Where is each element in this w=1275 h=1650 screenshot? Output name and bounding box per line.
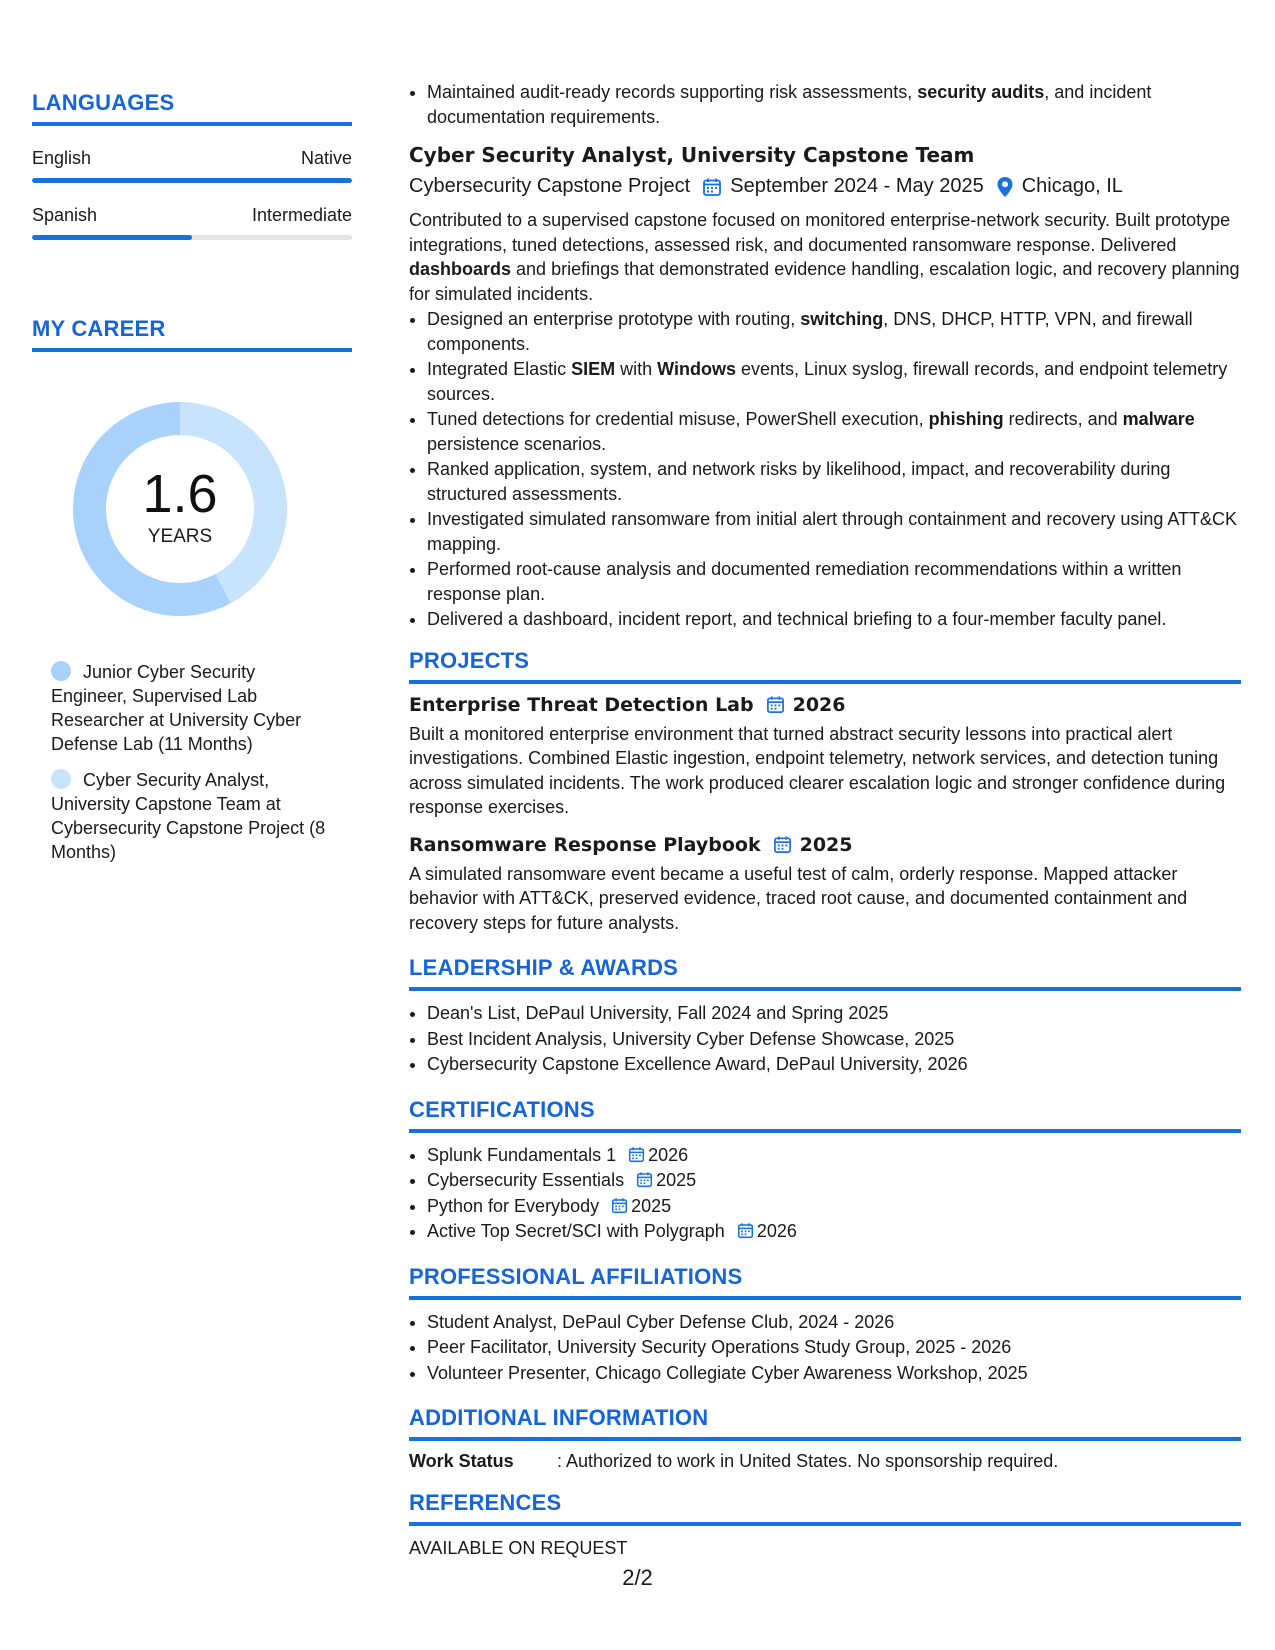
career-total-unit: YEARS — [147, 526, 213, 547]
career-legend-label: Cyber Security Analyst, University Capstone Team at Cybersecurity Capstone Project (8 Months) — [51, 770, 326, 862]
affiliations-list — [409, 1310, 1241, 1386]
career-legend — [32, 660, 331, 864]
text: , and incident documentation requirements. — [427, 82, 1152, 127]
calendar-icon — [702, 177, 722, 197]
list-item — [427, 1219, 1241, 1244]
list-item: • Cybersecurity Capstone Excellence Award, DePaul University, 2026 — [427, 1052, 1241, 1077]
list-item — [427, 357, 1241, 406]
language-proficiency-fill — [32, 235, 192, 240]
languages-heading: LANGUAGES — [32, 90, 352, 126]
text: with — [615, 359, 658, 379]
references-heading: REFERENCES — [409, 1490, 1241, 1526]
awards-section — [409, 955, 1241, 1077]
job-organization: Cybersecurity Capstone Project — [409, 175, 691, 197]
language-level: Intermediate — [251, 205, 352, 225]
awards-heading: LEADERSHIP & AWARDS — [409, 955, 1241, 991]
keyword: phishing — [928, 409, 1004, 429]
list-item: • Peer Facilitator, University Security Operations Study Group, 2025 - 2026 — [427, 1335, 1241, 1360]
text: persistence scenarios. — [427, 433, 607, 454]
list-item — [427, 1168, 1241, 1193]
keyword: malware — [1122, 409, 1195, 429]
project-description: A simulated ransomware event became a useful test of calm, orderly response. Mapped attacker behavior with ATT&CK, preserved evidence, traced root cause, and documented containment and recovery steps for future analysts. — [409, 863, 1188, 933]
certifications-list — [409, 1143, 1241, 1244]
text: Tuned detections for credential misuse, PowerShell execution, — [427, 409, 929, 429]
legend-dot-icon — [51, 769, 71, 789]
text: Contributed to a supervised capstone focused on monitored enterprise-network security. Built prototype integrations, tuned detections, assessed risk, and documented ransomware response. Delivered — [409, 210, 1231, 255]
career-legend-item — [51, 660, 331, 756]
certifications-section — [409, 1097, 1241, 1244]
language-proficiency-bar — [32, 235, 352, 240]
cert-year: 2026 — [756, 1221, 797, 1241]
legend-dot-icon — [51, 661, 71, 681]
text: and briefings that demonstrated evidence handling, escalation logic, and recovery planning for simulated incidents. — [409, 259, 1240, 304]
list-item: • Dean's List, DePaul University, Fall 2024 and Spring 2025 — [427, 1001, 1241, 1026]
calendar-icon — [611, 1197, 628, 1214]
cert-name: Active Top Secret/SCI with Polygraph — [427, 1221, 725, 1241]
project-year: 2026 — [792, 693, 846, 716]
cert-year: 2025 — [631, 1195, 672, 1216]
text: Integrated Elastic — [427, 359, 572, 379]
job-location: Chicago, IL — [1021, 175, 1123, 197]
projects-heading: PROJECTS — [409, 648, 1241, 684]
list-item — [427, 1143, 1241, 1168]
cert-name: Python for Everybody — [427, 1195, 600, 1216]
language-level: Native — [300, 148, 352, 168]
career-heading: MY CAREER — [32, 316, 352, 352]
language-item — [32, 148, 352, 183]
calendar-icon — [766, 695, 785, 714]
career-legend-label: Junior Cyber Security Engineer, Supervised Lab Researcher at University Cyber Defense Lab (11 Months) — [51, 662, 302, 754]
awards-list — [409, 1001, 1241, 1077]
calendar-icon — [628, 1146, 645, 1163]
project-description: Built a monitored enterprise environment that turned abstract security lessons into practical alert investigations. Combined Elastic ingestion, endpoint telemetry, network services, and detection tuning across simulated incidents. The work produced clearer escalation logic and stronger confidence during response exercises. — [409, 723, 1226, 817]
job-bullets — [409, 307, 1241, 632]
references-value: AVAILABLE ON REQUEST — [409, 1538, 628, 1558]
career-legend-item — [51, 768, 331, 864]
work-status-value: : Authorized to work in United States. No sponsorship required. — [557, 1451, 1059, 1471]
calendar-icon — [773, 835, 792, 854]
job-summary — [409, 208, 1241, 306]
location-pin-icon — [996, 176, 1014, 198]
list-item: • Best Incident Analysis, University Cyber Defense Showcase, 2025 — [427, 1027, 1241, 1052]
experience-carry-bullets — [409, 80, 1241, 129]
cert-year: 2026 — [648, 1144, 689, 1165]
language-proficiency-fill — [32, 178, 352, 183]
certifications-heading: CERTIFICATIONS — [409, 1097, 1241, 1133]
work-status-row — [409, 1451, 1241, 1472]
list-item — [427, 407, 1241, 456]
job-title: Cyber Security Analyst, University Capstone Team — [409, 143, 975, 167]
keyword: switching — [800, 309, 884, 329]
page-number: 2/2 — [622, 1565, 653, 1590]
projects-section — [409, 648, 1241, 936]
affiliations-section — [409, 1264, 1241, 1386]
cert-name: Splunk Fundamentals 1 — [427, 1144, 617, 1165]
keyword: security audits — [917, 82, 1045, 102]
language-name: Spanish — [32, 205, 98, 225]
references-section — [409, 1490, 1241, 1559]
cert-year: 2025 — [656, 1170, 697, 1190]
list-item — [427, 80, 1241, 129]
sidebar — [32, 90, 352, 876]
career-donut-chart — [65, 394, 295, 624]
project-item — [409, 694, 1241, 820]
project-name: Enterprise Threat Detection Lab — [409, 693, 754, 716]
list-item: • Student Analyst, DePaul Cyber Defense Club, 2024 - 2026 — [427, 1310, 1241, 1335]
keyword: dashboards — [409, 259, 512, 279]
list-item: • Delivered a dashboard, incident report, and technical briefing to a four-member faculty panel. — [427, 607, 1241, 632]
job-meta — [409, 175, 1241, 198]
keyword: Windows — [657, 359, 736, 379]
calendar-icon — [636, 1171, 653, 1188]
project-item — [409, 834, 1241, 936]
job-dates: September 2024 - May 2025 — [730, 175, 984, 197]
keyword: SIEM — [571, 359, 616, 379]
list-item: • Performed root-cause analysis and documented remediation recommendations within a written response plan. — [427, 557, 1241, 606]
text: redirects, and — [1003, 409, 1123, 429]
list-item — [427, 1194, 1241, 1219]
text: , DNS, DHCP, HTTP, VPN, and firewall components. — [427, 309, 1193, 354]
additional-section — [409, 1405, 1241, 1472]
text: events, Linux syslog, firewall records, and endpoint telemetry sources. — [427, 359, 1228, 404]
language-name: English — [32, 148, 92, 168]
text: Designed an enterprise prototype with routing, — [427, 309, 801, 329]
calendar-icon — [737, 1222, 754, 1239]
text: Maintained audit-ready records supporting risk assessments, — [427, 82, 918, 102]
list-item — [427, 307, 1241, 356]
language-item — [32, 205, 352, 240]
main-content — [409, 80, 1241, 1559]
affiliations-heading: PROFESSIONAL AFFILIATIONS — [409, 1264, 1241, 1300]
additional-heading: ADDITIONAL INFORMATION — [409, 1405, 1241, 1441]
list-item: • Volunteer Presenter, Chicago Collegiate Cyber Awareness Workshop, 2025 — [427, 1361, 1241, 1386]
project-year: 2025 — [799, 833, 853, 856]
project-name: Ransomware Response Playbook — [409, 833, 761, 856]
list-item: • Ranked application, system, and network risks by likelihood, impact, and recoverability during structured assessments. — [427, 457, 1241, 506]
language-proficiency-bar — [32, 178, 352, 183]
work-status-label: Work Status — [409, 1451, 514, 1471]
cert-name: Cybersecurity Essentials — [427, 1170, 625, 1190]
career-total-value: 1.6 — [142, 464, 218, 524]
list-item: • Investigated simulated ransomware from initial alert through containment and recovery using ATT&CK mapping. — [427, 507, 1241, 556]
